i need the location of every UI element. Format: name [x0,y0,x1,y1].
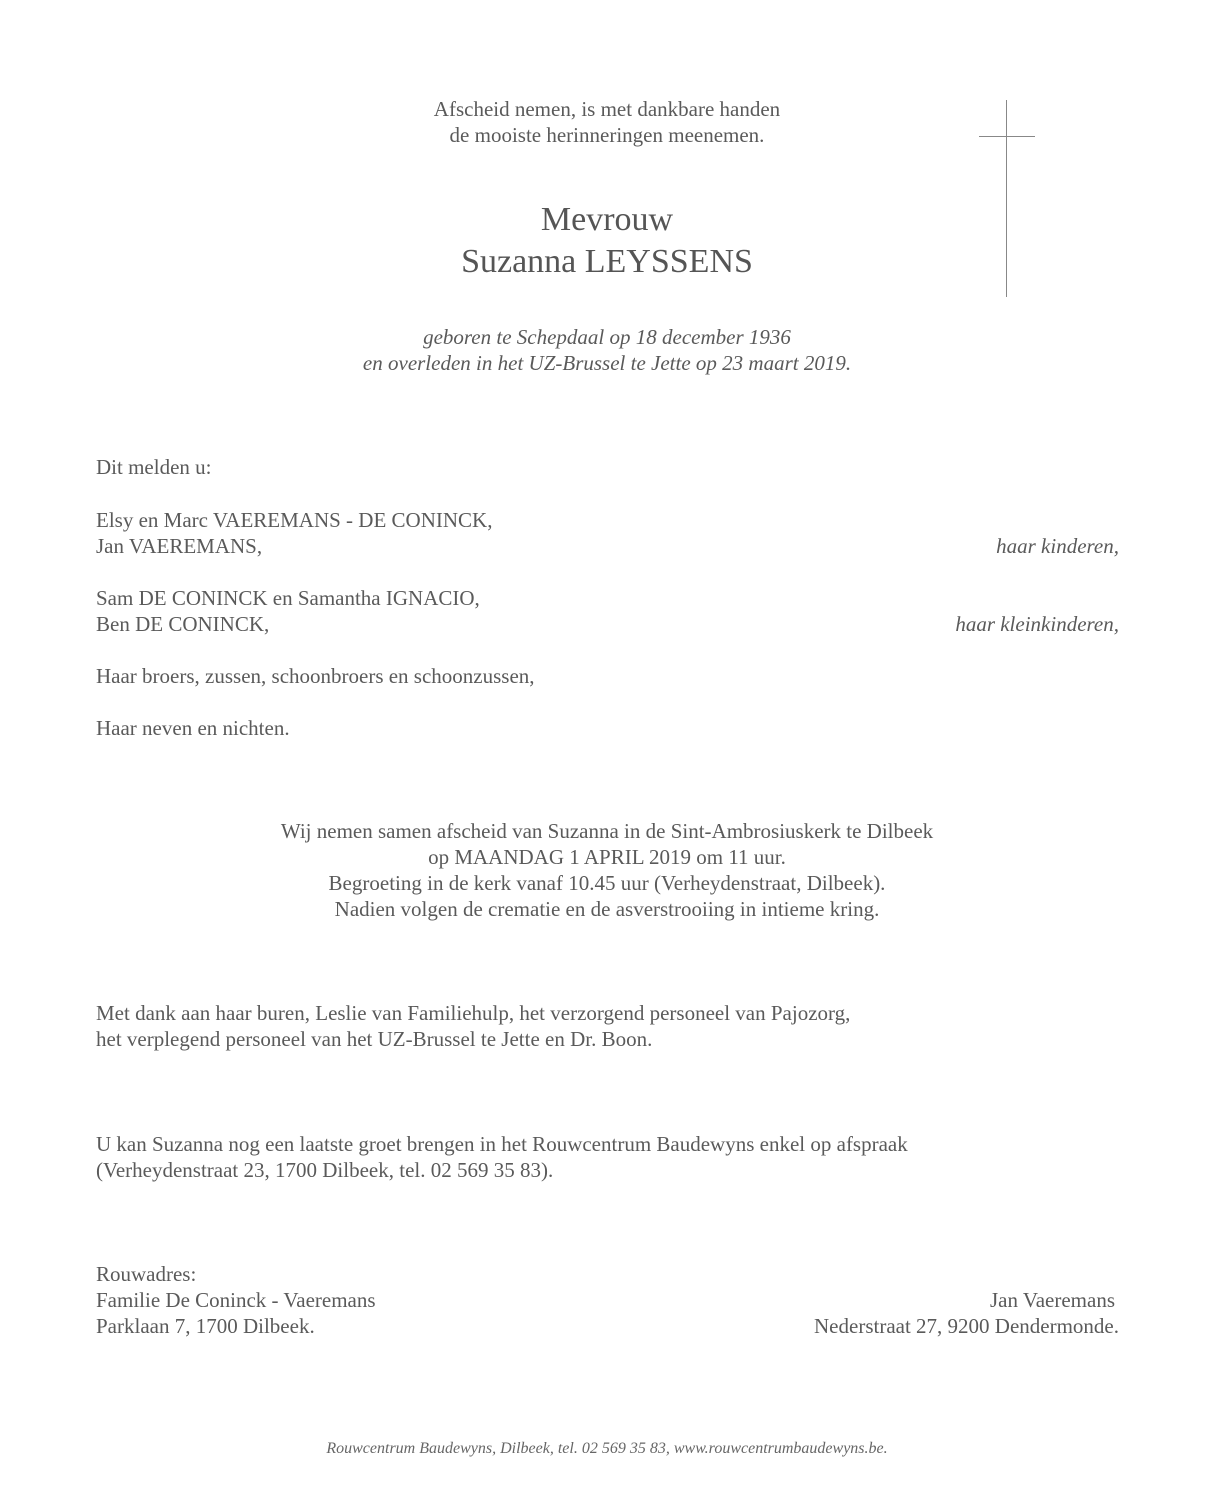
address-right-street: Nederstraat 27, 9200 Dendermonde. [814,1314,1119,1338]
cousins-line: Haar neven en nichten. [96,716,290,740]
visitation-line-1: U kan Suzanna nog een laatste groet brengen in het Rouwcentrum Baudewyns enkel op afspraak [96,1132,908,1156]
deceased-title: Mevrouw [540,201,674,238]
footer-contact: Rouwcentrum Baudewyns, Dilbeek, tel. 02 569 35 83, www.rouwcentrumbaudewyns.be. [326,1440,888,1457]
address-right-name: Jan Vaeremans [990,1288,1115,1312]
grandchildren-line-2: Ben DE CONINCK, [96,612,270,636]
children-line-1: Elsy en Marc VAEREMANS - DE CONINCK, [96,508,493,532]
dates-line-2: en overleden in het UZ-Brussel te Jette op 23 maart 2019. [362,351,852,375]
motto-line-1: Afscheid nemen, is met dankbare handen [433,97,781,121]
address-label: Rouwadres: [96,1262,197,1286]
thanks-line-1: Met dank aan haar buren, Leslie van Familiehulp, het verzorgend personeel van Pajozorg, [96,1001,851,1025]
grandchildren-line-1: Sam DE CONINCK en Samantha IGNACIO, [96,586,480,610]
motto-line-2: de mooiste herinneringen meenemen. [449,123,765,147]
visitation-line-2: (Verheydenstraat 23, 1700 Dilbeek, tel. 02 569 35 83). [96,1158,554,1182]
ceremony-line-1: Wij nemen samen afscheid van Suzanna in de Sint-Ambrosiuskerk te Dilbeek [280,819,934,843]
dates-line-1: geboren te Schepdaal op 18 december 1936 [423,325,791,349]
children-relation: haar kinderen, [996,534,1119,558]
ceremony-line-2: op MAANDAG 1 APRIL 2019 om 11 uur. [428,845,786,869]
children-line-2: Jan VAEREMANS, [96,534,263,558]
thanks-line-2: het verplegend personeel van het UZ-Brussel te Jette en Dr. Boon. [96,1027,653,1051]
grandchildren-relation: haar kleinkinderen, [955,612,1119,636]
announcement-intro: Dit melden u: [96,455,212,479]
ceremony-line-3: Begroeting in de kerk vanaf 10.45 uur (Verheydenstraat, Dilbeek). [328,871,886,895]
address-left-name: Familie De Coninck - Vaeremans [96,1288,376,1312]
siblings-line: Haar broers, zussen, schoonbroers en schoonzussen, [96,664,535,688]
deceased-name: Suzanna LEYSSENS [461,243,753,280]
ceremony-line-4: Nadien volgen de crematie en de asverstrooiing in intieme kring. [334,897,880,921]
address-left-street: Parklaan 7, 1700 Dilbeek. [96,1314,315,1338]
